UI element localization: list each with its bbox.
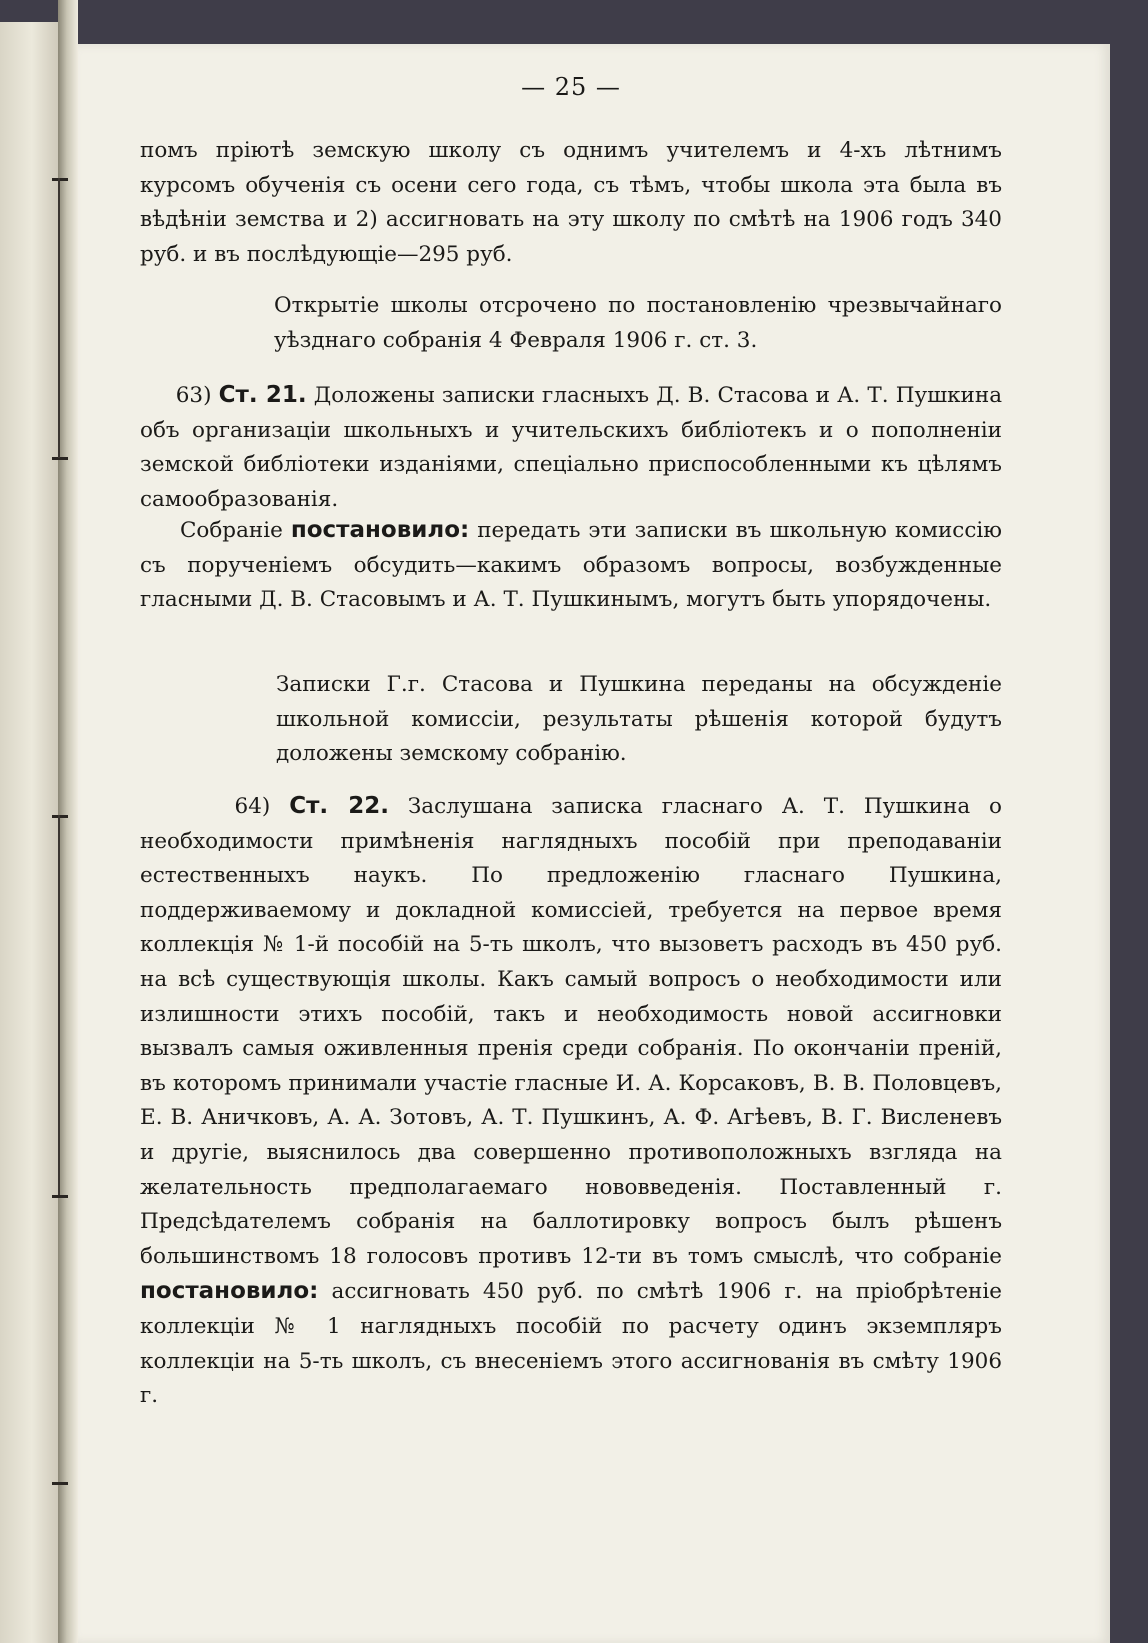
article-label: Ст. 21. xyxy=(218,382,307,408)
paragraph-text: Собраніе xyxy=(179,518,283,543)
paragraph-note-school-opening xyxy=(274,289,1002,358)
item-number: 63) xyxy=(175,383,212,408)
paragraph-text: передать эти записки въ школьную комиссію съ порученіемъ обсудить—какимъ образомъ вопросы, возбужденные гласными Д. В. Стасовымъ и А. Т. Пушкинымъ, могутъ быть упорядочены. xyxy=(140,518,1002,613)
paragraph-text: Заслушана записка гласнаго А. Т. Пушкина о необходимости примѣненія наглядныхъ пособій при преподаваніи естественныхъ наукъ. По предложенію гласнаго Пушкина, поддерживаемому и докладной комиссіей, требуется на первое время коллекція № 1-й пособій на 5-ть школъ, что вызоветъ расходъ въ 450 руб. на всѣ существующія школы. Какъ самый вопросъ о необходимости или излишности этихъ пособій, такъ и необходимость новой ассигновки вызвалъ самыя оживленныя пренія среди собранія. По окончаніи преній, въ которомъ принимали участіе гласные И. А. Корсаковъ, В. В. Половцевъ, Е. В. Аничковъ, А. А. Зотовъ, А. Т. Пушкинъ, А. Ф. Агѣевъ, В. Г. Висленевъ и другіе, выяснилось два совершенно противоположныхъ взгляда на желательность предполагаемаго нововведенія. Поставленный г. Предсѣдателемъ собранія на баллотировку вопросъ былъ рѣшенъ большинствомъ 18 голосовъ противъ 12-ти въ томъ смыслѣ, что собраніе xyxy=(140,794,1002,1269)
paragraph-text: Открытіе школы отсрочено по постановленію чрезвычайнаго уѣзднаго собранія 4 Февраля 1906 г. ст. 3. xyxy=(274,293,1002,353)
article-label: Ст. 22. xyxy=(289,793,389,819)
paragraph-text: Доложены записки гласныхъ Д. В. Стасова и А. Т. Пушкина объ организаціи школьныхъ и учительскихъ библіотекъ и о пополненіи земской библіотеки изданіями, спеціально приспособленными къ цѣлямъ самообразованія. xyxy=(140,383,1003,512)
binding-stitch xyxy=(58,178,60,458)
binding-thread xyxy=(52,457,68,460)
left-page-edge xyxy=(0,22,58,1643)
resolution-keyword: постановило: xyxy=(140,1278,319,1305)
binding-thread xyxy=(52,815,68,818)
paragraph-note-notes-transferred xyxy=(276,668,1002,772)
binding-thread xyxy=(52,1482,68,1485)
paragraph-text: ассигновать 450 руб. по смѣтѣ 1906 г. на пріобрѣтеніе коллекціи № 1 наглядныхъ пособій по расчету одинъ экземпляръ коллекціи на 5-ть школъ, съ внесеніемъ этого ассигнованія въ смѣту 1906 г. xyxy=(140,1279,1002,1409)
paragraph-resolution-63 xyxy=(140,513,1002,618)
binding-thread xyxy=(52,1195,68,1198)
page-number: — 25 — xyxy=(521,73,621,101)
paragraph-continuation xyxy=(140,134,1002,272)
book-spine xyxy=(58,0,78,1643)
resolution-keyword: постановило: xyxy=(290,517,470,543)
item-number: 64) xyxy=(234,794,271,819)
book-page xyxy=(78,44,1110,1643)
paragraph-item-63 xyxy=(140,378,1002,517)
paragraph-text: Записки Г.г. Стасова и Пушкина переданы на обсужденіе школьной комиссіи, результаты рѣшенія которой будутъ доложены земскому собранію. xyxy=(276,672,1002,767)
binding-stitch xyxy=(58,815,60,1195)
paragraph-text: помъ пріютѣ земскую школу съ однимъ учителемъ и 4-хъ лѣтнимъ курсомъ обученія съ осени сего года, съ тѣмъ, чтобы школа эта была въ вѣдѣніи земства и 2) ассигновать на эту школу по смѣтѣ на 1906 годъ 340 руб. и въ послѣдующіе—295 руб. xyxy=(140,138,1002,267)
binding-thread xyxy=(52,178,68,181)
paragraph-item-64 xyxy=(140,789,1002,1414)
